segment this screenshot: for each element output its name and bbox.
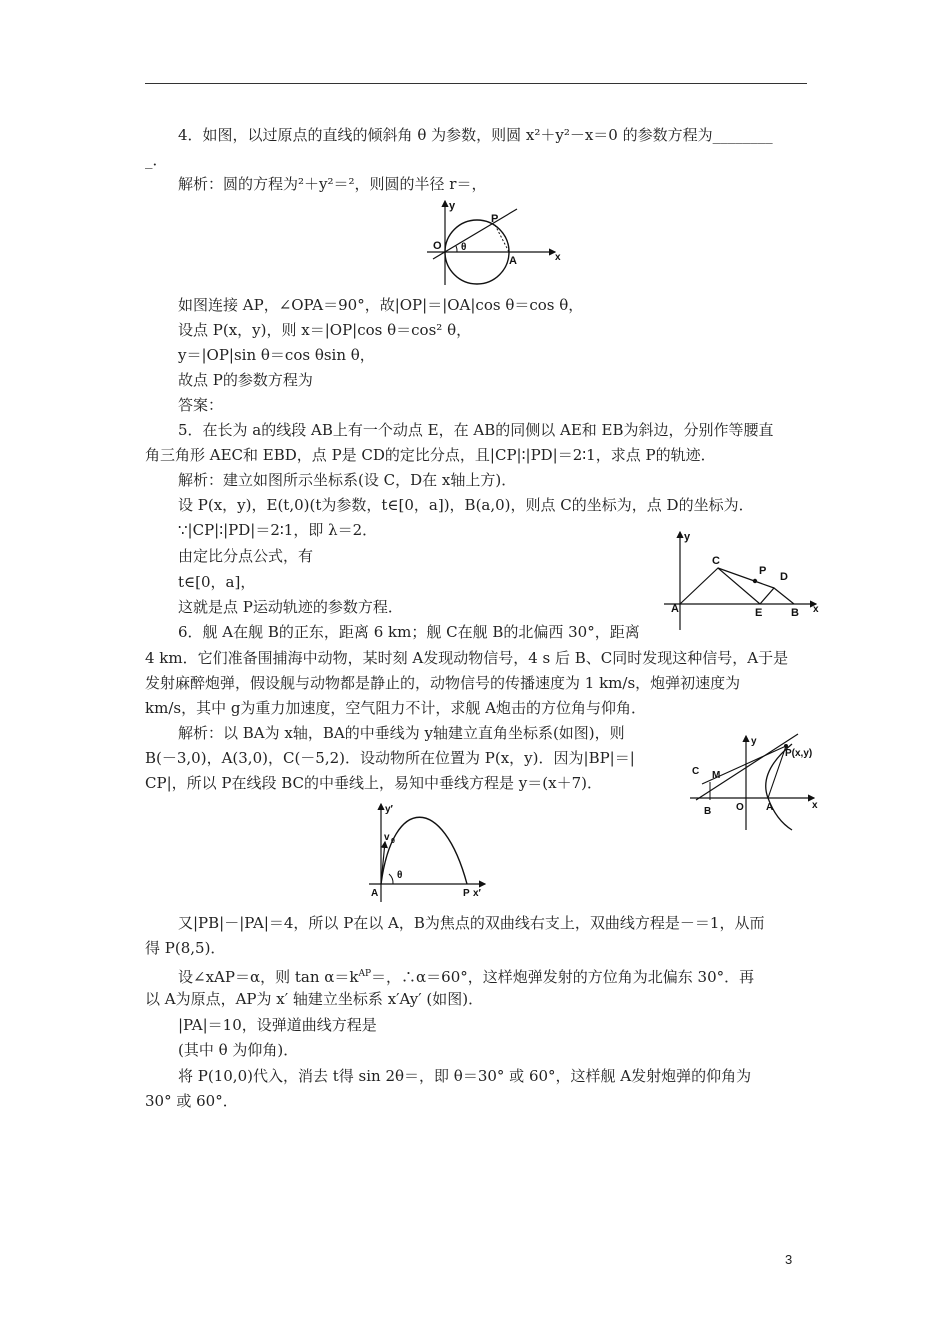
q6-line-1: 6．舰 A在舰 B的正东，距离 6 km；舰 C在舰 B的北偏西 30°，距离 (178, 623, 640, 641)
traj-v-label: v (384, 832, 390, 843)
tri-c-label: C (712, 555, 720, 567)
tri-y-label: y (684, 531, 691, 543)
traj-p-label: P (463, 888, 470, 899)
q5-line-1: 5．在长为 a的线段 AB上有一个动点 E，在 AB的同侧以 AE和 EB为斜边，分别作等腰直 (178, 421, 774, 439)
q6-solution-line-2: B(－3,0)，A(3,0)，C(－5,2)．设动物所在位置为 P(x，y)．因为|BP|＝| (145, 749, 635, 767)
q6-solution-line-1: 解析：以 BA为 x轴，BA的中垂线为 y轴建立直角坐标系(如图)，则 (178, 724, 625, 742)
q6-solution-line-9: (其中 θ 为仰角)． (178, 1041, 299, 1059)
traj-a-label: A (371, 888, 379, 899)
q4-solution-line-4: y＝|OP|sin θ＝cos θsin θ， (178, 346, 375, 364)
traj-theta-label: θ (397, 870, 403, 881)
hyp-p-label: P(x,y) (785, 748, 813, 759)
q6-line-2: 4 km．它们准备围捕海中动物，某时刻 A发现动物信号，4 s 后 B、C同时发现这种信号，A于是 (145, 649, 789, 667)
q4-solution-line-5: 故点 P的参数方程为 (178, 371, 313, 389)
q6-solution-line-11: 30° 或 60°． (145, 1092, 238, 1110)
tri-d-label: D (780, 571, 788, 583)
hyp-x-label: x (812, 800, 818, 811)
q6-line-3: 发射麻醉炮弹，假设舰与动物都是静止的，动物信号的传播速度为 1 km/s，炮弹初速度为 (145, 674, 741, 692)
q4-answer: 答案： (178, 396, 224, 414)
page-number: 3 (785, 1252, 793, 1267)
q5-solution-line-4: 由定比分点公式，有 (178, 547, 314, 565)
q6-solution-line-3: CP|，所以 P在线段 BC的中垂线上，易知中垂线方程是 y＝(x＋7)． (145, 774, 602, 792)
traj-v-subscript: 0 (391, 838, 395, 845)
circle-p-label: P (491, 213, 499, 225)
q5-solution-line-5: t∈[0，a]， (178, 573, 256, 591)
q5-solution-line-1: 解析：建立如图所示坐标系(设 C，D在 x轴上方)． (178, 471, 517, 489)
q6-tan-text: 设∠xAP＝α，则 tan α＝k (178, 968, 359, 986)
q4-solution-line-1: 解析：圆的方程为²＋y²＝²，则圆的半径 r＝， (178, 175, 487, 193)
hyperbola-figure (688, 732, 823, 832)
traj-x-label: x′ (473, 888, 481, 899)
q6-tan-superscript: AP (358, 969, 372, 979)
tri-a-label: A (671, 603, 679, 615)
q6-tan-text-rest: ＝，∴α＝60°，这样炮弹发射的方位角为北偏东 30°．再 (371, 968, 755, 986)
hyp-b-label: B (704, 806, 712, 817)
hyp-a-label: A (766, 802, 774, 813)
hyp-o-label: O (736, 802, 744, 813)
q4-solution-line-2: 如图连接 AP，∠OPA＝90°，故|OP|＝|OA|cos θ＝cos θ， (178, 296, 584, 314)
q6-solution-line-6 (178, 964, 754, 987)
circle-x-label: x (555, 252, 561, 263)
circle-theta-label: θ (461, 242, 467, 253)
tri-e-label: E (755, 607, 763, 619)
q6-solution-line-5: 得 P(8,5)． (145, 939, 226, 957)
q6-solution-line-8: |PA|＝10，设弹道曲线方程是 (178, 1016, 377, 1034)
q6-line-4: km/s，其中 g为重力加速度，空气阻力不计，求舰 A炮击的方位角与仰角． (145, 699, 647, 717)
q5-solution-line-3: ∵|CP|∶|PD|＝2∶1，即 λ＝2． (178, 521, 378, 539)
q5-solution-line-2: 设 P(x，y)，E(t,0)(t为参数，t∈[0，a])，B(a,0)，则点 C的坐标为，点 D的坐标为． (178, 496, 754, 514)
traj-y-label: y′ (385, 804, 393, 815)
circle-a-label: A (509, 255, 517, 267)
tri-b-label: B (791, 607, 799, 619)
hyp-c-label: C (692, 766, 700, 777)
trajectory-figure (363, 800, 493, 904)
tri-x-label: x (813, 604, 819, 615)
tri-p-label: P (759, 565, 767, 577)
circle-y-label: y (449, 200, 456, 212)
q5-solution-line-6: 这就是点 P运动轨迹的参数方程． (178, 598, 403, 616)
triangle-figure (660, 528, 825, 632)
q4-solution-line-3: 设点 P(x，y)，则 x＝|OP|cos θ＝cos² θ， (178, 321, 472, 339)
q6-solution-line-10: 将 P(10,0)代入，消去 t得 sin 2θ＝，即 θ＝30° 或 60°，这样舰 A发射炮弹的仰角为 (178, 1067, 752, 1085)
q6-solution-line-7: 以 A为原点，AP为 x′ 轴建立坐标系 x′Ay′ (如图)． (145, 990, 484, 1008)
q5-line-2: 角三角形 AEC和 EBD，点 P是 CD的定比分点，且|CP|∶|PD|＝2∶1，求点 P的轨迹． (145, 446, 716, 464)
header-rule (145, 83, 807, 84)
circle-figure (425, 197, 565, 287)
circle-o-label: O (433, 240, 442, 252)
hyp-y-label: y (751, 736, 757, 747)
q6-solution-line-4: 又|PB|－|PA|＝4，所以 P在以 A，B为焦点的双曲线右支上，双曲线方程是－＝1，从而 (178, 914, 765, 932)
hyp-m-label: M (712, 770, 721, 781)
q4-line-2: _． (145, 151, 168, 169)
q4-line-1: 4．如图，以过原点的直线的倾斜角 θ 为参数，则圆 x²＋y²－x＝0 的参数方程为________ (178, 126, 773, 144)
